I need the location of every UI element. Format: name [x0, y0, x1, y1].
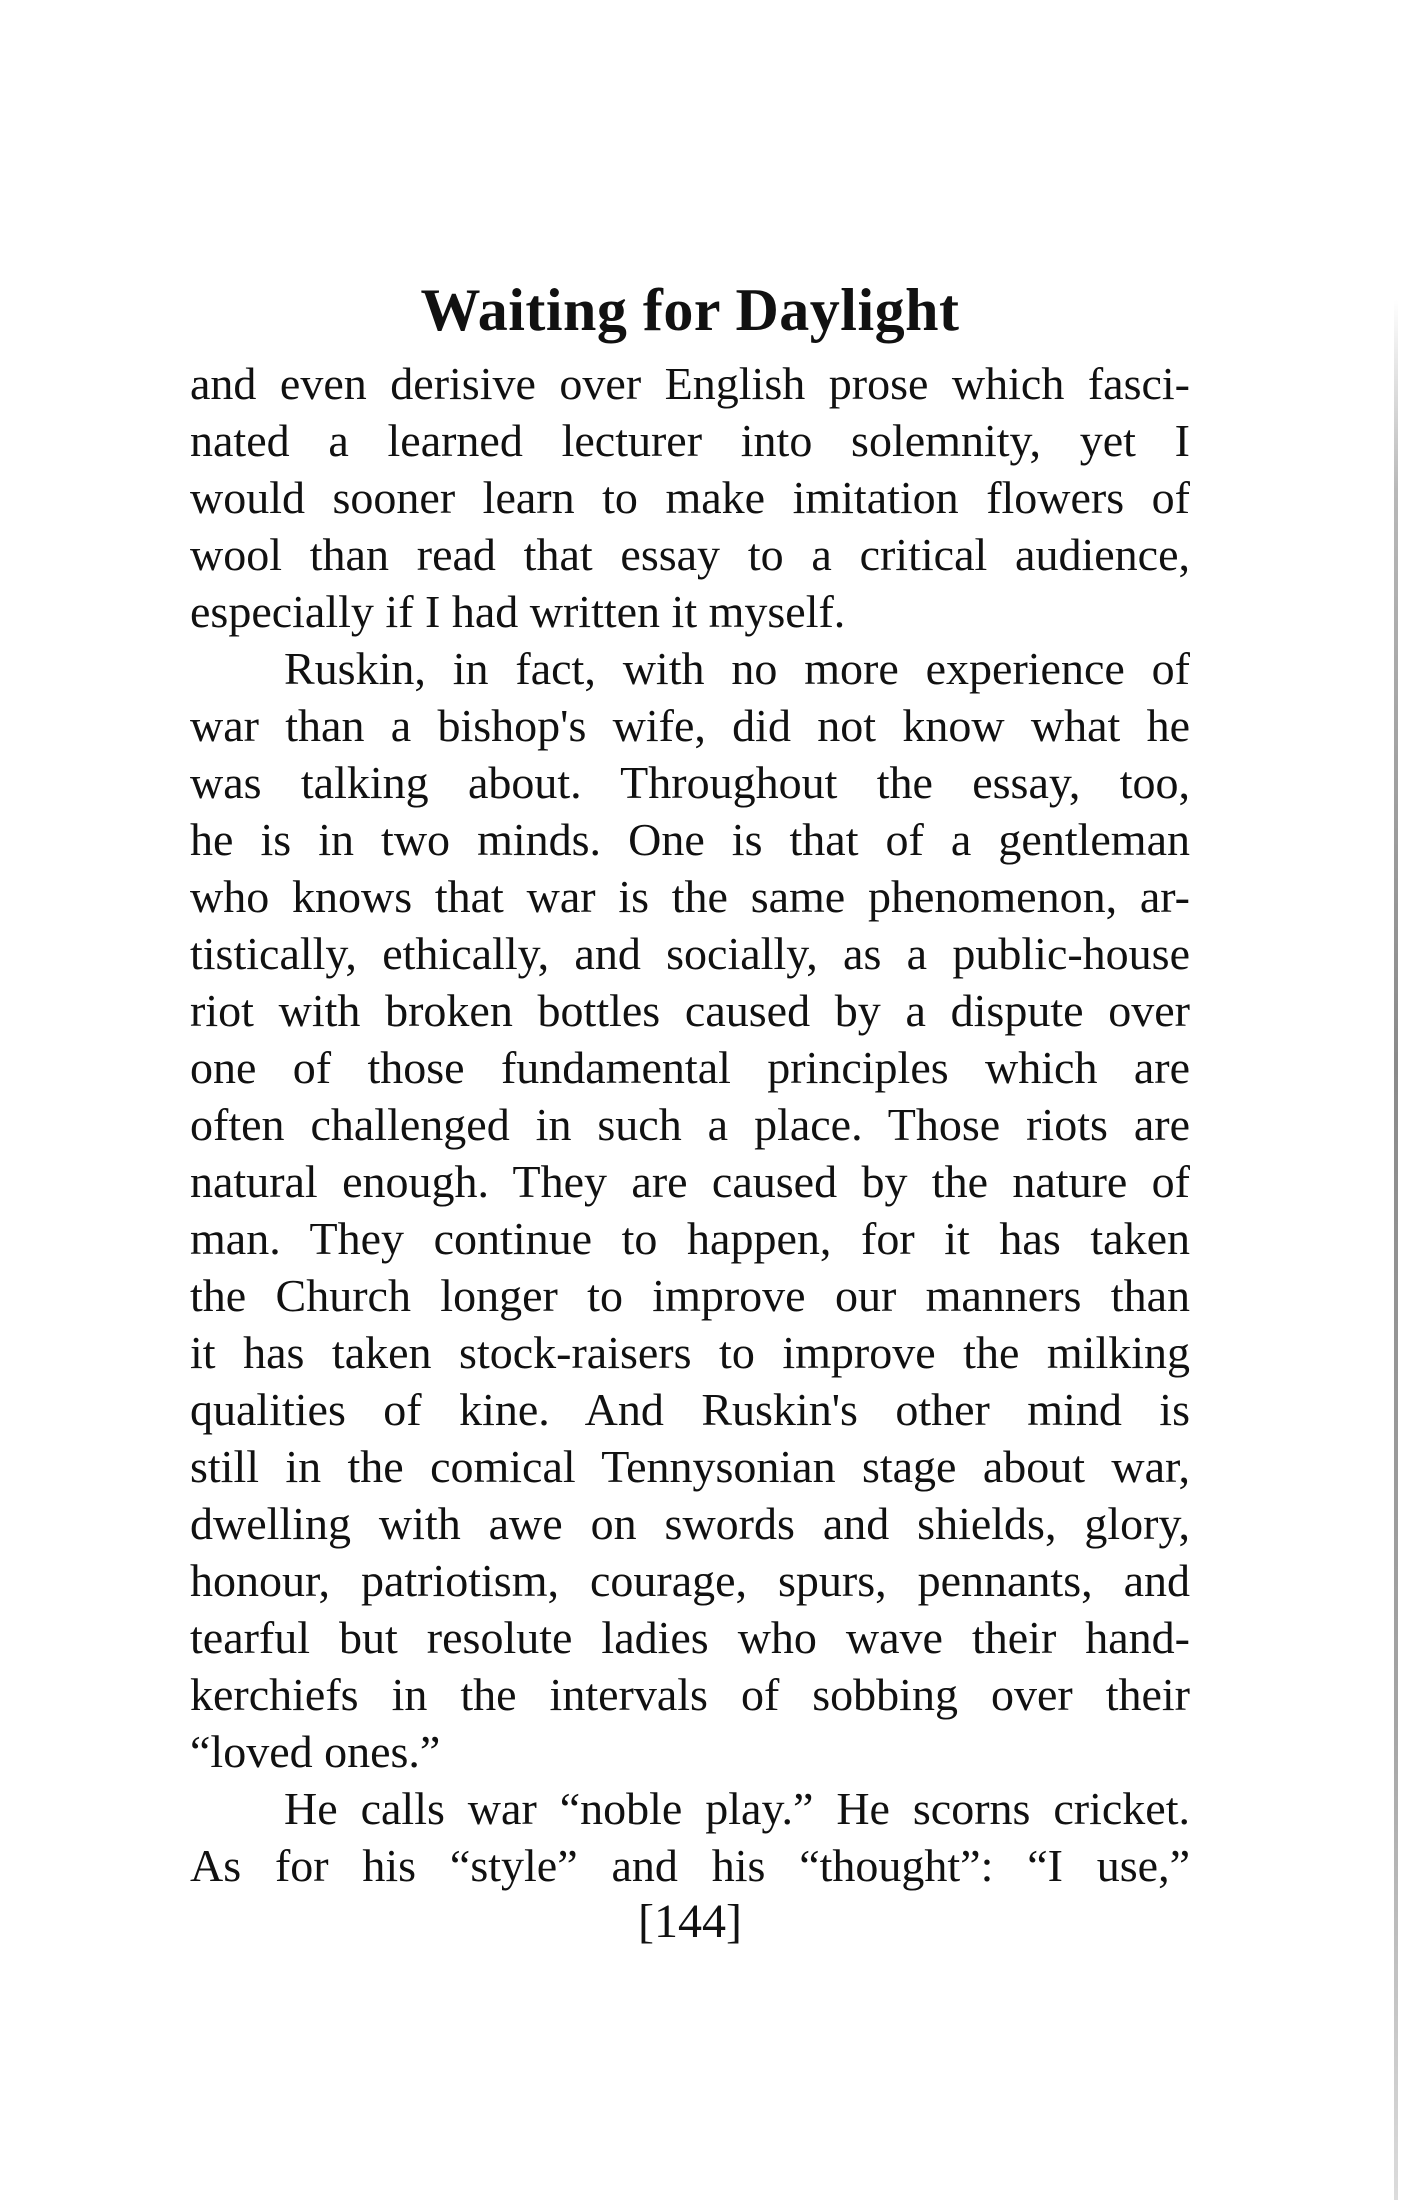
text-line: he is in two minds. One is that of a gentleman [190, 814, 1190, 865]
text-line: and even derisive over English prose which fasci- [190, 358, 1190, 409]
text-line: kerchiefs in the intervals of sobbing over their [190, 1669, 1190, 1720]
text-line: nated a learned lecturer into solemnity, yet I [190, 415, 1190, 466]
text-line: riot with broken bottles caused by a dispute over [190, 985, 1190, 1036]
page-number: [144] [638, 1895, 742, 1948]
text-line: was talking about. Throughout the essay, too, [190, 757, 1190, 808]
page-edge-shadow [1394, 300, 1398, 2200]
text-line: who knows that war is the same phenomenon, ar- [190, 871, 1190, 922]
text-line: would sooner learn to make imitation flowers of [190, 472, 1190, 523]
text-line: Ruskin, in fact, with no more experience of [284, 643, 1190, 694]
text-line: it has taken stock-raisers to improve the milking [190, 1327, 1190, 1378]
text-line: qualities of kine. And Ruskin's other mind is [190, 1384, 1190, 1435]
text-line: natural enough. They are caused by the nature of [190, 1156, 1190, 1207]
text-line: especially if I had written it myself. [190, 586, 846, 637]
text-line: the Church longer to improve our manners than [190, 1270, 1190, 1321]
text-line: tearful but resolute ladies who wave their hand- [190, 1612, 1190, 1663]
text-line: one of those fundamental principles which are [190, 1042, 1190, 1093]
text-line: still in the comical Tennysonian stage about war, [190, 1441, 1190, 1492]
text-line: honour, patriotism, courage, spurs, pennants, and [190, 1555, 1190, 1606]
text-line: He calls war “noble play.” He scorns cricket. [284, 1783, 1190, 1834]
text-line: dwelling with awe on swords and shields, glory, [190, 1498, 1190, 1549]
text-line: war than a bishop's wife, did not know what he [190, 700, 1190, 751]
text-line: “loved ones.” [190, 1726, 441, 1777]
text-line: often challenged in such a place. Those riots are [190, 1099, 1190, 1150]
body-text [190, 355, 1190, 1894]
text-line: man. They continue to happen, for it has taken [190, 1213, 1190, 1264]
running-head: Waiting for Daylight [420, 277, 960, 343]
text-line: tistically, ethically, and socially, as a public-house [190, 928, 1190, 979]
text-line: wool than read that essay to a critical audience, [190, 529, 1190, 580]
text-line: As for his “style” and his “thought”: “I use,” [190, 1840, 1190, 1891]
